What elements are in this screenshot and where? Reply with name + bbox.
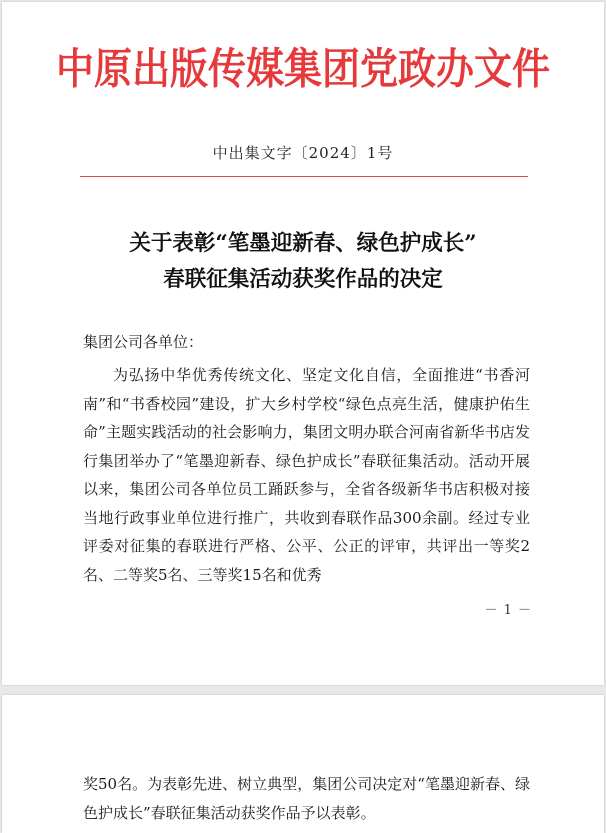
document-number: 中出集文字〔2024〕1号 [212, 144, 394, 162]
document-page-2 [2, 695, 604, 833]
document-page-1 [2, 2, 604, 685]
body-paragraph: 为弘扬中华优秀传统文化、坚定文化自信，全面推进“书香河南”和“书香校园”建设，扩大乡村学校“绿色点亮生活，健康护佑生命”主题实践活动的社会影响力，集团文明办联合河南省新华书店发行集团举办了“笔墨迎新春、绿色护成长”春联征集活动。活动开展以来，集团公司各单位员工踊跃参与，全省各级新华书店积极对接当地行政事业单位进行推广，共收到春联作品300余副。经过专业评委对征集的春联进行严格、公平、公正的评审，共评出一等奖2名、二等奖5名、三等奖15名和优秀 [83, 366, 530, 584]
red-divider-line [80, 176, 528, 177]
salutation: 集团公司各单位： [83, 333, 204, 351]
document-header: 中原出版传媒集团党政办文件 [55, 42, 550, 94]
document-title-line-1: 关于表彰“笔墨迎新春、绿色护成长” [129, 231, 477, 256]
body-paragraph-continued: 奖50名。为表彰先进、树立典型，集团公司决定对“笔墨迎新春、绿色护成长”春联征集活动获奖作品予以表彰。 [83, 775, 530, 822]
document-title-line-2: 春联征集活动获奖作品的决定 [163, 267, 443, 292]
page-number: － 1 － [484, 603, 532, 618]
